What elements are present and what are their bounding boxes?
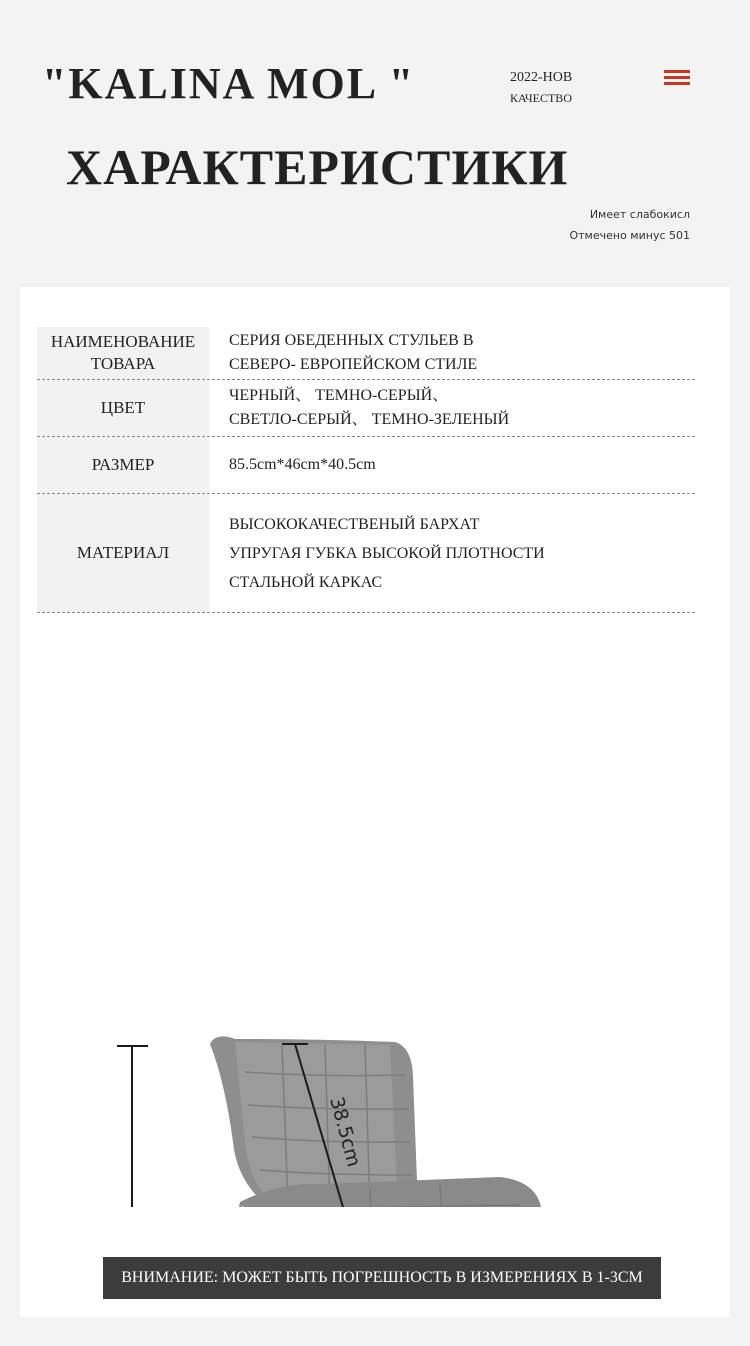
spec-table — [37, 327, 695, 613]
spec-value: ЧЕРНЫЙ、 ТЕМНО-СЕРЫЙ、 СВЕТЛО-СЕРЫЙ、 ТЕМНО-ЗЕЛЕНЫЙ — [229, 387, 510, 428]
spec-value: СЕРИЯ ОБЕДЕННЫХ СТУЛЬЕВ В СЕВЕРО- ЕВРОПЕЙСКОМ СТИЛЕ — [229, 332, 478, 373]
spec-row-color — [37, 380, 695, 437]
spec-label: НАИМЕНОВАНИЕ ТОВАРА — [37, 327, 209, 379]
chair-illustration — [208, 1036, 542, 1207]
note-line-2: Отмечено минус 501 — [569, 229, 690, 242]
chair-dimension-diagram — [20, 647, 730, 1207]
spec-value: 85.5cm*46cm*40.5cm — [229, 456, 376, 473]
measurement-warning-banner: ВНИМАНИЕ: МОЖЕТ БЫТЬ ПОГРЕШНОСТЬ В ИЗМЕРЕНИЯХ В 1-3СМ — [103, 1257, 661, 1299]
spec-row-name — [37, 327, 695, 380]
spec-label: РАЗМЕР — [37, 437, 209, 493]
back-dimension-label: 38.5cm — [325, 1094, 365, 1170]
spec-label: ЦВЕТ — [37, 380, 209, 436]
spec-card — [20, 287, 730, 1317]
menu-icon[interactable] — [664, 70, 690, 86]
spec-row-size — [37, 437, 695, 494]
page-title: ХАРАКТЕРИСТИКИ — [66, 139, 569, 195]
spec-value: ВЫСОКОКАЧЕСТВЕНЫЙ БАРХАТ УПРУГАЯ ГУБКА ВЫСОКОЙ ПЛОТНОСТИ СТАЛЬНОЙ КАРКАС — [229, 515, 545, 591]
spec-row-material — [37, 494, 695, 613]
brand-title: "KALINA MOL " — [42, 59, 416, 108]
tag-line-quality: КАЧЕСТВО — [510, 91, 572, 105]
note-line-1: Имеет слабокисл — [589, 208, 690, 221]
tag-line-year: 2022-НОВ — [510, 70, 573, 85]
spec-label: МАТЕРИАЛ — [37, 494, 209, 612]
header-note — [569, 204, 690, 246]
quality-tag — [510, 68, 572, 108]
